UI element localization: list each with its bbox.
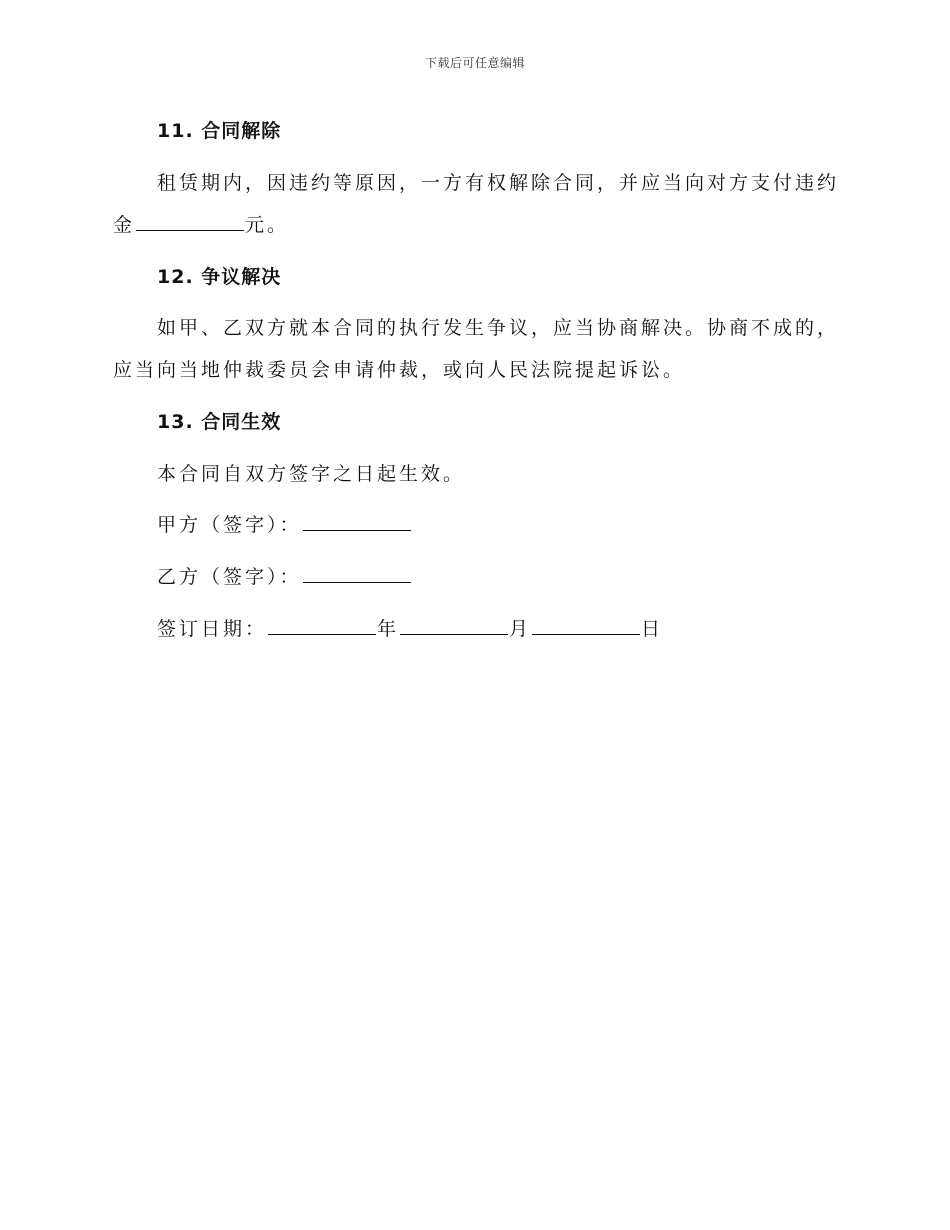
section-11-line-2-suffix: 元。 <box>245 214 290 236</box>
section-11-line-2-prefix: 金 <box>113 214 136 236</box>
section-heading-12: 12. 争议解决 <box>157 266 282 288</box>
month-label: 月 <box>509 618 532 640</box>
section-heading-13: 13. 合同生效 <box>157 411 282 433</box>
day-label: 日 <box>641 618 664 640</box>
party-b-signature-line <box>157 562 412 589</box>
day-blank[interactable] <box>532 616 640 635</box>
section-12-line-2: 应当向当地仲裁委员会申请仲裁，或向人民法院提起诉讼。 <box>113 359 686 381</box>
party-a-label: 甲方（签字）： <box>157 514 302 536</box>
section-11-line-2 <box>113 210 289 237</box>
page-header: 下载后可任意编辑 <box>424 56 525 70</box>
year-label: 年 <box>377 618 400 640</box>
signing-date-label: 签订日期： <box>157 618 268 640</box>
year-blank[interactable] <box>268 616 376 635</box>
party-a-signature-blank[interactable] <box>303 512 411 531</box>
section-13-line-1: 本合同自双方签字之日起生效。 <box>157 463 466 485</box>
party-b-signature-blank[interactable] <box>303 564 411 583</box>
section-12-line-1: 如甲、乙双方就本合同的执行发生争议，应当协商解决。协商不成的， <box>157 317 840 339</box>
month-blank[interactable] <box>400 616 508 635</box>
section-11-line-1: 租赁期内，因违约等原因，一方有权解除合同，并应当向对方支付违约 <box>157 172 840 194</box>
section-heading-11: 11. 合同解除 <box>157 120 282 142</box>
party-b-label: 乙方（签字）： <box>157 566 302 588</box>
penalty-amount-blank[interactable] <box>136 212 244 231</box>
signing-date-line <box>157 614 663 641</box>
party-a-signature-line <box>157 510 412 537</box>
